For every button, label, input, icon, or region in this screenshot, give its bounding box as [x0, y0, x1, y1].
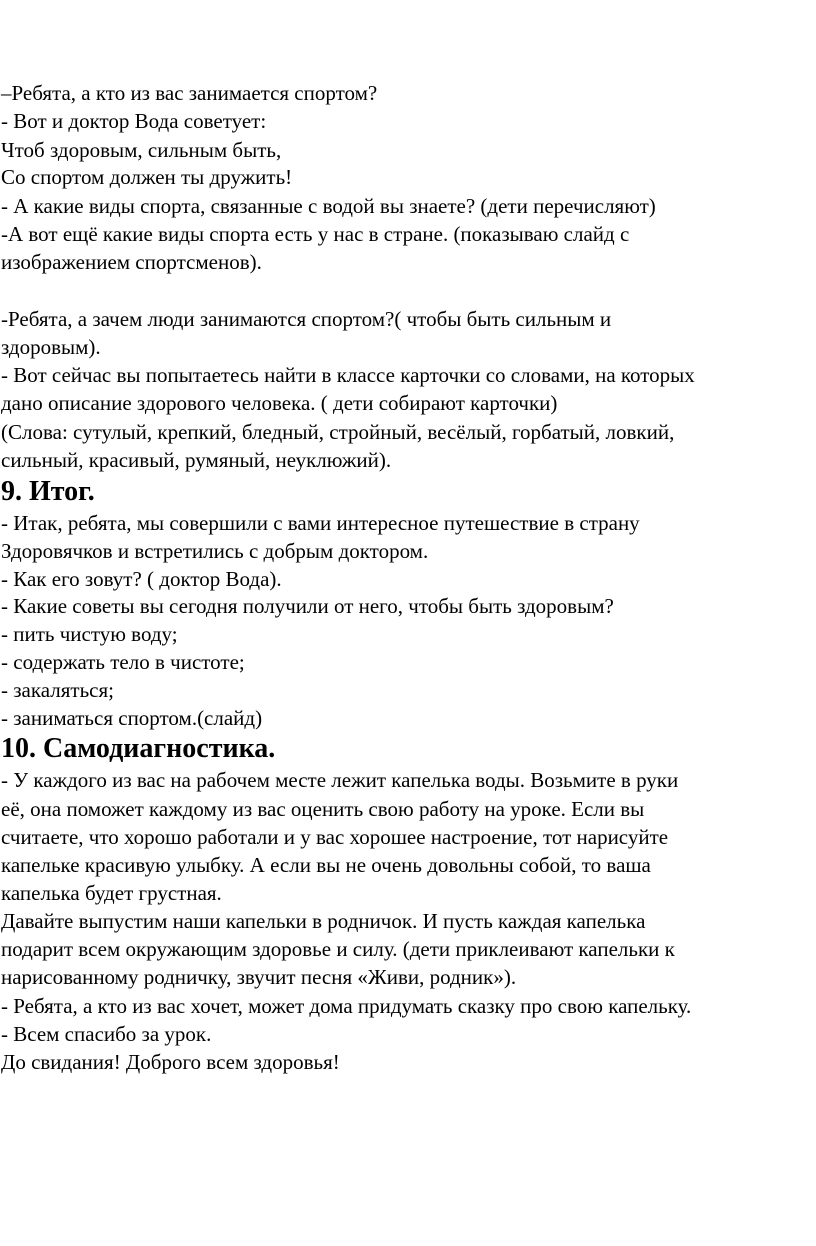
- text-line: (Слова: сутулый, крепкий, бледный, стройный, весёлый, горбатый, ловкий,: [1, 420, 675, 444]
- text-line: - Вот и доктор Вода советует:: [1, 109, 267, 133]
- text-line: подарит всем окружающим здоровье и силу. (дети приклеивают капельки к: [1, 937, 675, 961]
- text-line: До свидания! Доброго всем здоровья!: [1, 1050, 340, 1074]
- text-line: –Ребята, а кто из вас занимается спортом?: [1, 81, 378, 105]
- text-line: - Как его зовут? ( доктор Вода).: [1, 567, 282, 591]
- text-line: здоровым).: [1, 335, 101, 359]
- text-line: считаете, что хорошо работали и у вас хорошее настроение, тот нарисуйте: [1, 825, 669, 849]
- text-line: сильный, красивый, румяный, неуклюжий).: [1, 448, 392, 472]
- text-line: - Какие советы вы сегодня получили от него, чтобы быть здоровым?: [1, 594, 614, 618]
- text-line: - А какие виды спорта, связанные с водой вы знаете? (дети перечисляют): [1, 194, 656, 218]
- text-line: -Ребята, а зачем люди занимаются спортом?( чтобы быть сильным и: [1, 307, 612, 331]
- text-line: - Всем спасибо за урок.: [1, 1022, 212, 1046]
- text-line: капелька будет грустная.: [1, 881, 222, 905]
- text-line: Здоровячков и встретились с добрым доктором.: [1, 539, 429, 563]
- text-line: - Итак, ребята, мы совершили с вами интересное путешествие в страну: [1, 511, 640, 535]
- text-line: дано описание здорового человека. ( дети собирают карточки): [1, 391, 558, 415]
- text-line: её, она поможет каждому из вас оценить свою работу на уроке. Если вы: [1, 797, 645, 821]
- text-line: нарисованному родничку, звучит песня «Живи, родник»).: [1, 965, 517, 989]
- text-line: - содержать тело в чистоте;: [1, 650, 245, 674]
- text-line: - Вот сейчас вы попытаетесь найти в классе карточки со словами, на которых: [1, 363, 695, 387]
- text-line: - заниматься спортом.(слайд): [1, 706, 263, 730]
- text-line: - У каждого из вас на рабочем месте лежит капелька воды. Возьмите в руки: [1, 768, 679, 792]
- section-heading-self-diagnostics: 10. Самодиагностика.: [1, 733, 276, 764]
- text-line: - пить чистую воду;: [1, 622, 178, 646]
- text-line: -А вот ещё какие виды спорта есть у нас в стране. (показываю слайд с: [1, 222, 630, 246]
- text-line: изображением спортсменов).: [1, 250, 262, 274]
- text-line: Со спортом должен ты дружить!: [1, 165, 293, 189]
- text-line: - закаляться;: [1, 678, 114, 702]
- section-heading-summary: 9. Итог.: [1, 476, 95, 507]
- text-line: капельке красивую улыбку. А если вы не очень довольны собой, то ваша: [1, 853, 651, 877]
- text-line: Давайте выпустим наши капельки в родничок. И пусть каждая капелька: [1, 909, 646, 933]
- text-line: Чтоб здоровым, сильным быть,: [1, 138, 282, 162]
- text-line: - Ребята, а кто из вас хочет, может дома придумать сказку про свою капельку.: [1, 994, 692, 1018]
